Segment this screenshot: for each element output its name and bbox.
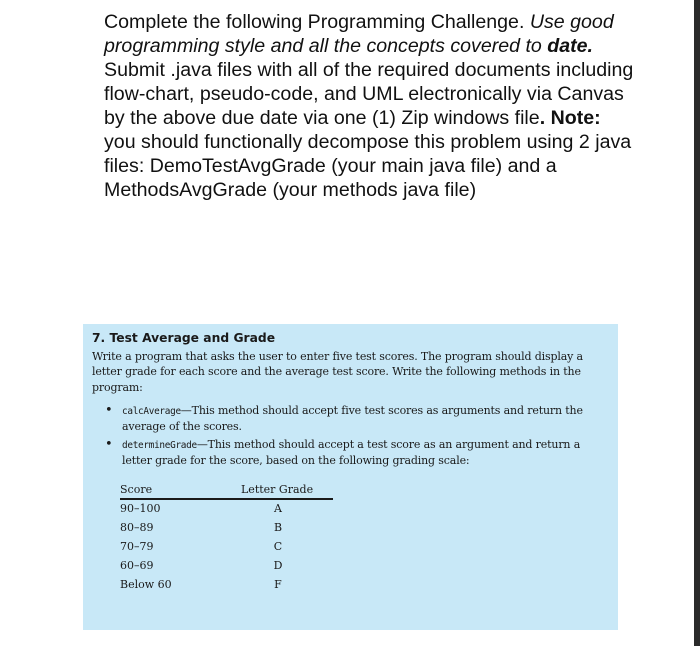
instructions-note-label: . Note: xyxy=(539,107,601,129)
score-range: 80–89 xyxy=(120,521,154,534)
table-row xyxy=(120,519,333,538)
method-list xyxy=(92,403,602,470)
table-row xyxy=(120,557,333,576)
instructions-text-1: Complete the following Programming Challenge. xyxy=(104,11,530,33)
table-row xyxy=(120,538,333,557)
table-header xyxy=(120,481,333,500)
bullet-icon: • xyxy=(105,403,113,418)
method-name: calcAverage xyxy=(122,406,181,417)
instructions-bold-italic: date. xyxy=(541,35,594,57)
score-range: Below 60 xyxy=(120,578,172,591)
method-name: determineGrade xyxy=(122,439,197,451)
header-letter-grade: Letter Grade xyxy=(241,483,314,496)
method-item-calc-average xyxy=(92,403,602,435)
assignment-instructions xyxy=(104,10,634,202)
grading-scale-table xyxy=(120,481,333,595)
letter-grade: C xyxy=(273,540,283,553)
instructions-text-3: you should functionally decompose this problem using 2 java files: DemoTestAvgGrade (your main java file) and a MethodsAvgGrade (your methods java file) xyxy=(104,131,632,201)
excerpt-title: 7. Test Average and Grade xyxy=(92,331,276,345)
method-description: —This method should accept a test score as an argument and return a letter grade for the score, based on the following grading scale: xyxy=(122,437,581,467)
header-score: Score xyxy=(120,483,153,496)
instructions-emphasis: Use good programming style and all the concepts covered to xyxy=(104,11,614,57)
bullet-icon: • xyxy=(105,436,113,452)
letter-grade: A xyxy=(274,502,282,515)
score-range: 60–69 xyxy=(120,559,154,572)
score-range: 90–100 xyxy=(120,502,161,515)
scrollbar[interactable] xyxy=(694,0,700,646)
letter-grade: F xyxy=(274,578,282,591)
method-description: —This method should accept five test scores as arguments and return the average of the scores. xyxy=(122,404,583,434)
excerpt-description: Write a program that asks the user to enter five test scores. The program should display a letter grade for each score and the average test score. Write the following methods in the program: xyxy=(92,350,583,394)
textbook-excerpt xyxy=(83,324,618,630)
letter-grade: B xyxy=(273,521,283,534)
instructions-text-2: Submit .java files with all of the required documents including flow-chart, pseudo-code, and UML electronically via Canvas by the above due date via one (1) Zip windows file xyxy=(104,59,634,129)
letter-grade: D xyxy=(273,559,283,572)
table-row xyxy=(120,576,333,595)
score-range: 70–79 xyxy=(120,540,154,553)
table-row xyxy=(120,500,333,519)
method-item-determine-grade xyxy=(92,437,602,469)
